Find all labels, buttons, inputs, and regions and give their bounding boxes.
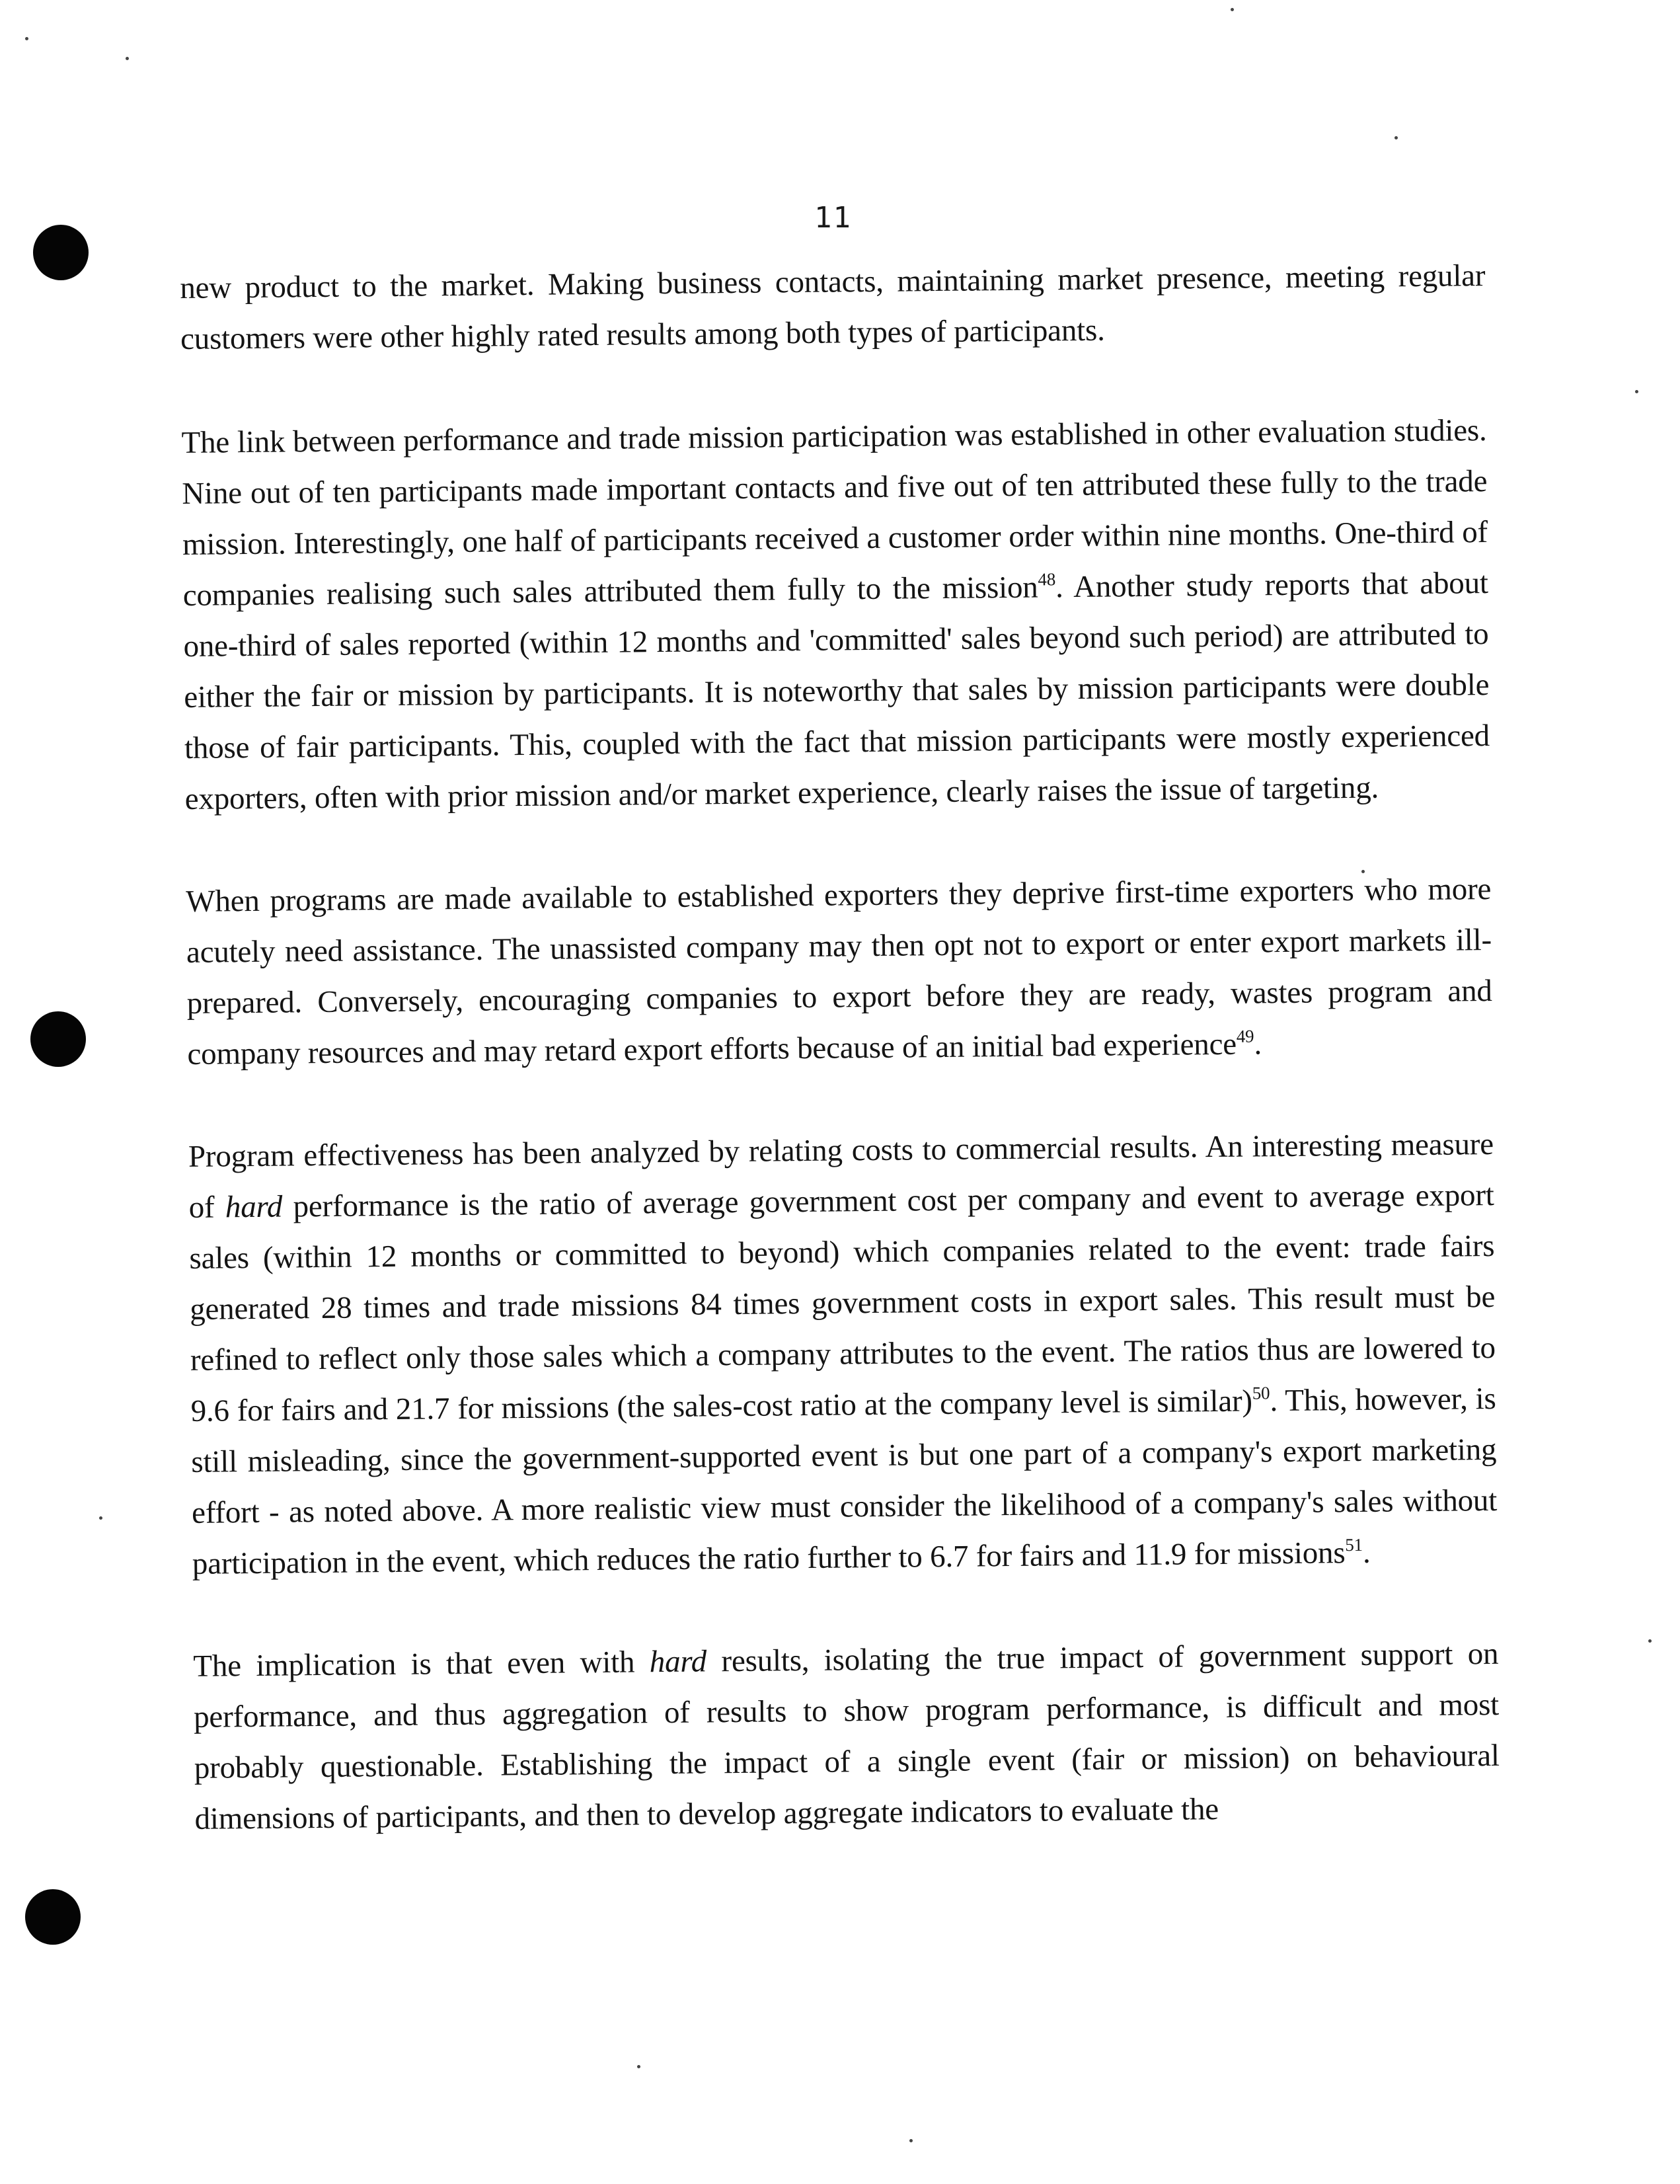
scan-speck [1648, 1639, 1652, 1643]
footnote-reference: 48 [1038, 569, 1056, 590]
punch-hole-bottom [25, 1889, 81, 1945]
paragraph-text: performance is the ratio of average government cost per company and event to average export sales (within 12 months or committed to beyond) which companies related to the event: trade fairs generated 28 times and trade missions 84 times government costs in export sales. This result must be refined to reflect only those sales which a company attributes to the event. The ratios thus are lowered to 9.6 for fairs and 21.7 for missions (the sales-cost ratio at the company level is similar) [189, 1177, 1496, 1428]
paragraph [180, 251, 1486, 365]
scan-speck [1635, 390, 1638, 393]
scan-speck [126, 57, 129, 60]
paragraph-text: The link between performance and trade mission participation was established in other evaluation studies. Nine out of ten participants made important contacts and five out of ten attributed these fully to the trade mission. Interestingly, one half of participants received a customer order within nine months. One-third of companies realising such sales attributed them fully to the mission [181, 413, 1488, 613]
scan-speck [1394, 136, 1398, 139]
paragraph-text: Program effectiveness has been analyzed by relating costs to commercial results. An interesting measure of [188, 1126, 1494, 1225]
paragraph [186, 864, 1493, 1080]
paragraph-text: . Another study reports that about one-third of sales reported (within 12 months and 'committed' sales beyond such period) are attributed to either the fair or mission by participants. It is noteworthy that sales by mission participants were double those of fair participants. This, coupled with the fact that mission participants were mostly experienced exporters, often with prior mission and/or market experience, clearly raises the issue of targeting. [183, 566, 1490, 816]
paragraph-text: The implication is that even with [193, 1645, 650, 1684]
paragraph [193, 1629, 1500, 1845]
paragraph-text: . This, however, is still misleading, since the government-supported event is but one part of a company's export marketing effort - as noted above. A more realistic view must consider the likelihood of a company's sales without participation in the event, which reduces the ratio further to 6.7 for fairs and 11.9 for missions [191, 1381, 1498, 1581]
scan-speck [1231, 8, 1234, 11]
paragraph-text: results, isolating the true impact of government support on performance, and thus aggregation of results to show program performance, is difficult and most probably questionable. Establishing the impact of a single event (fair or mission) on behavioural dimensions of participants, and then to develop aggregate indicators to evaluate the [193, 1636, 1500, 1836]
scan-speck [25, 37, 28, 40]
punch-hole-top [33, 225, 89, 280]
paragraph-text: . [1254, 1027, 1262, 1062]
scan-speck [99, 1516, 102, 1520]
footnote-reference: 50 [1252, 1383, 1270, 1403]
paragraph-text: When programs are made available to established exporters they deprive first-time exporters who more acutely need assistance. The unassisted company may then opt not to export or enter export markets ill-prepared. Conversely, encouraging companies to export before they are ready, wastes program and company resources and may retard export efforts because of an initial bad experience [186, 871, 1492, 1072]
emphasized-text: hard [649, 1644, 707, 1680]
scan-speck [909, 2139, 913, 2142]
paragraph [188, 1119, 1498, 1590]
footnote-reference: 49 [1236, 1026, 1254, 1046]
paragraph-text: . [1362, 1535, 1371, 1570]
emphasized-text: hard [225, 1189, 283, 1225]
page-number: 11 [814, 201, 852, 235]
paragraph-text: new product to the market. Making business contacts, maintaining market presence, meeting regular customers were other highly rated results among both types of participants. [180, 258, 1486, 356]
scan-speck [637, 2065, 640, 2068]
footnote-reference: 51 [1345, 1534, 1363, 1555]
body-text [180, 251, 1500, 1845]
paragraph [181, 405, 1490, 825]
punch-hole-middle [30, 1011, 86, 1067]
